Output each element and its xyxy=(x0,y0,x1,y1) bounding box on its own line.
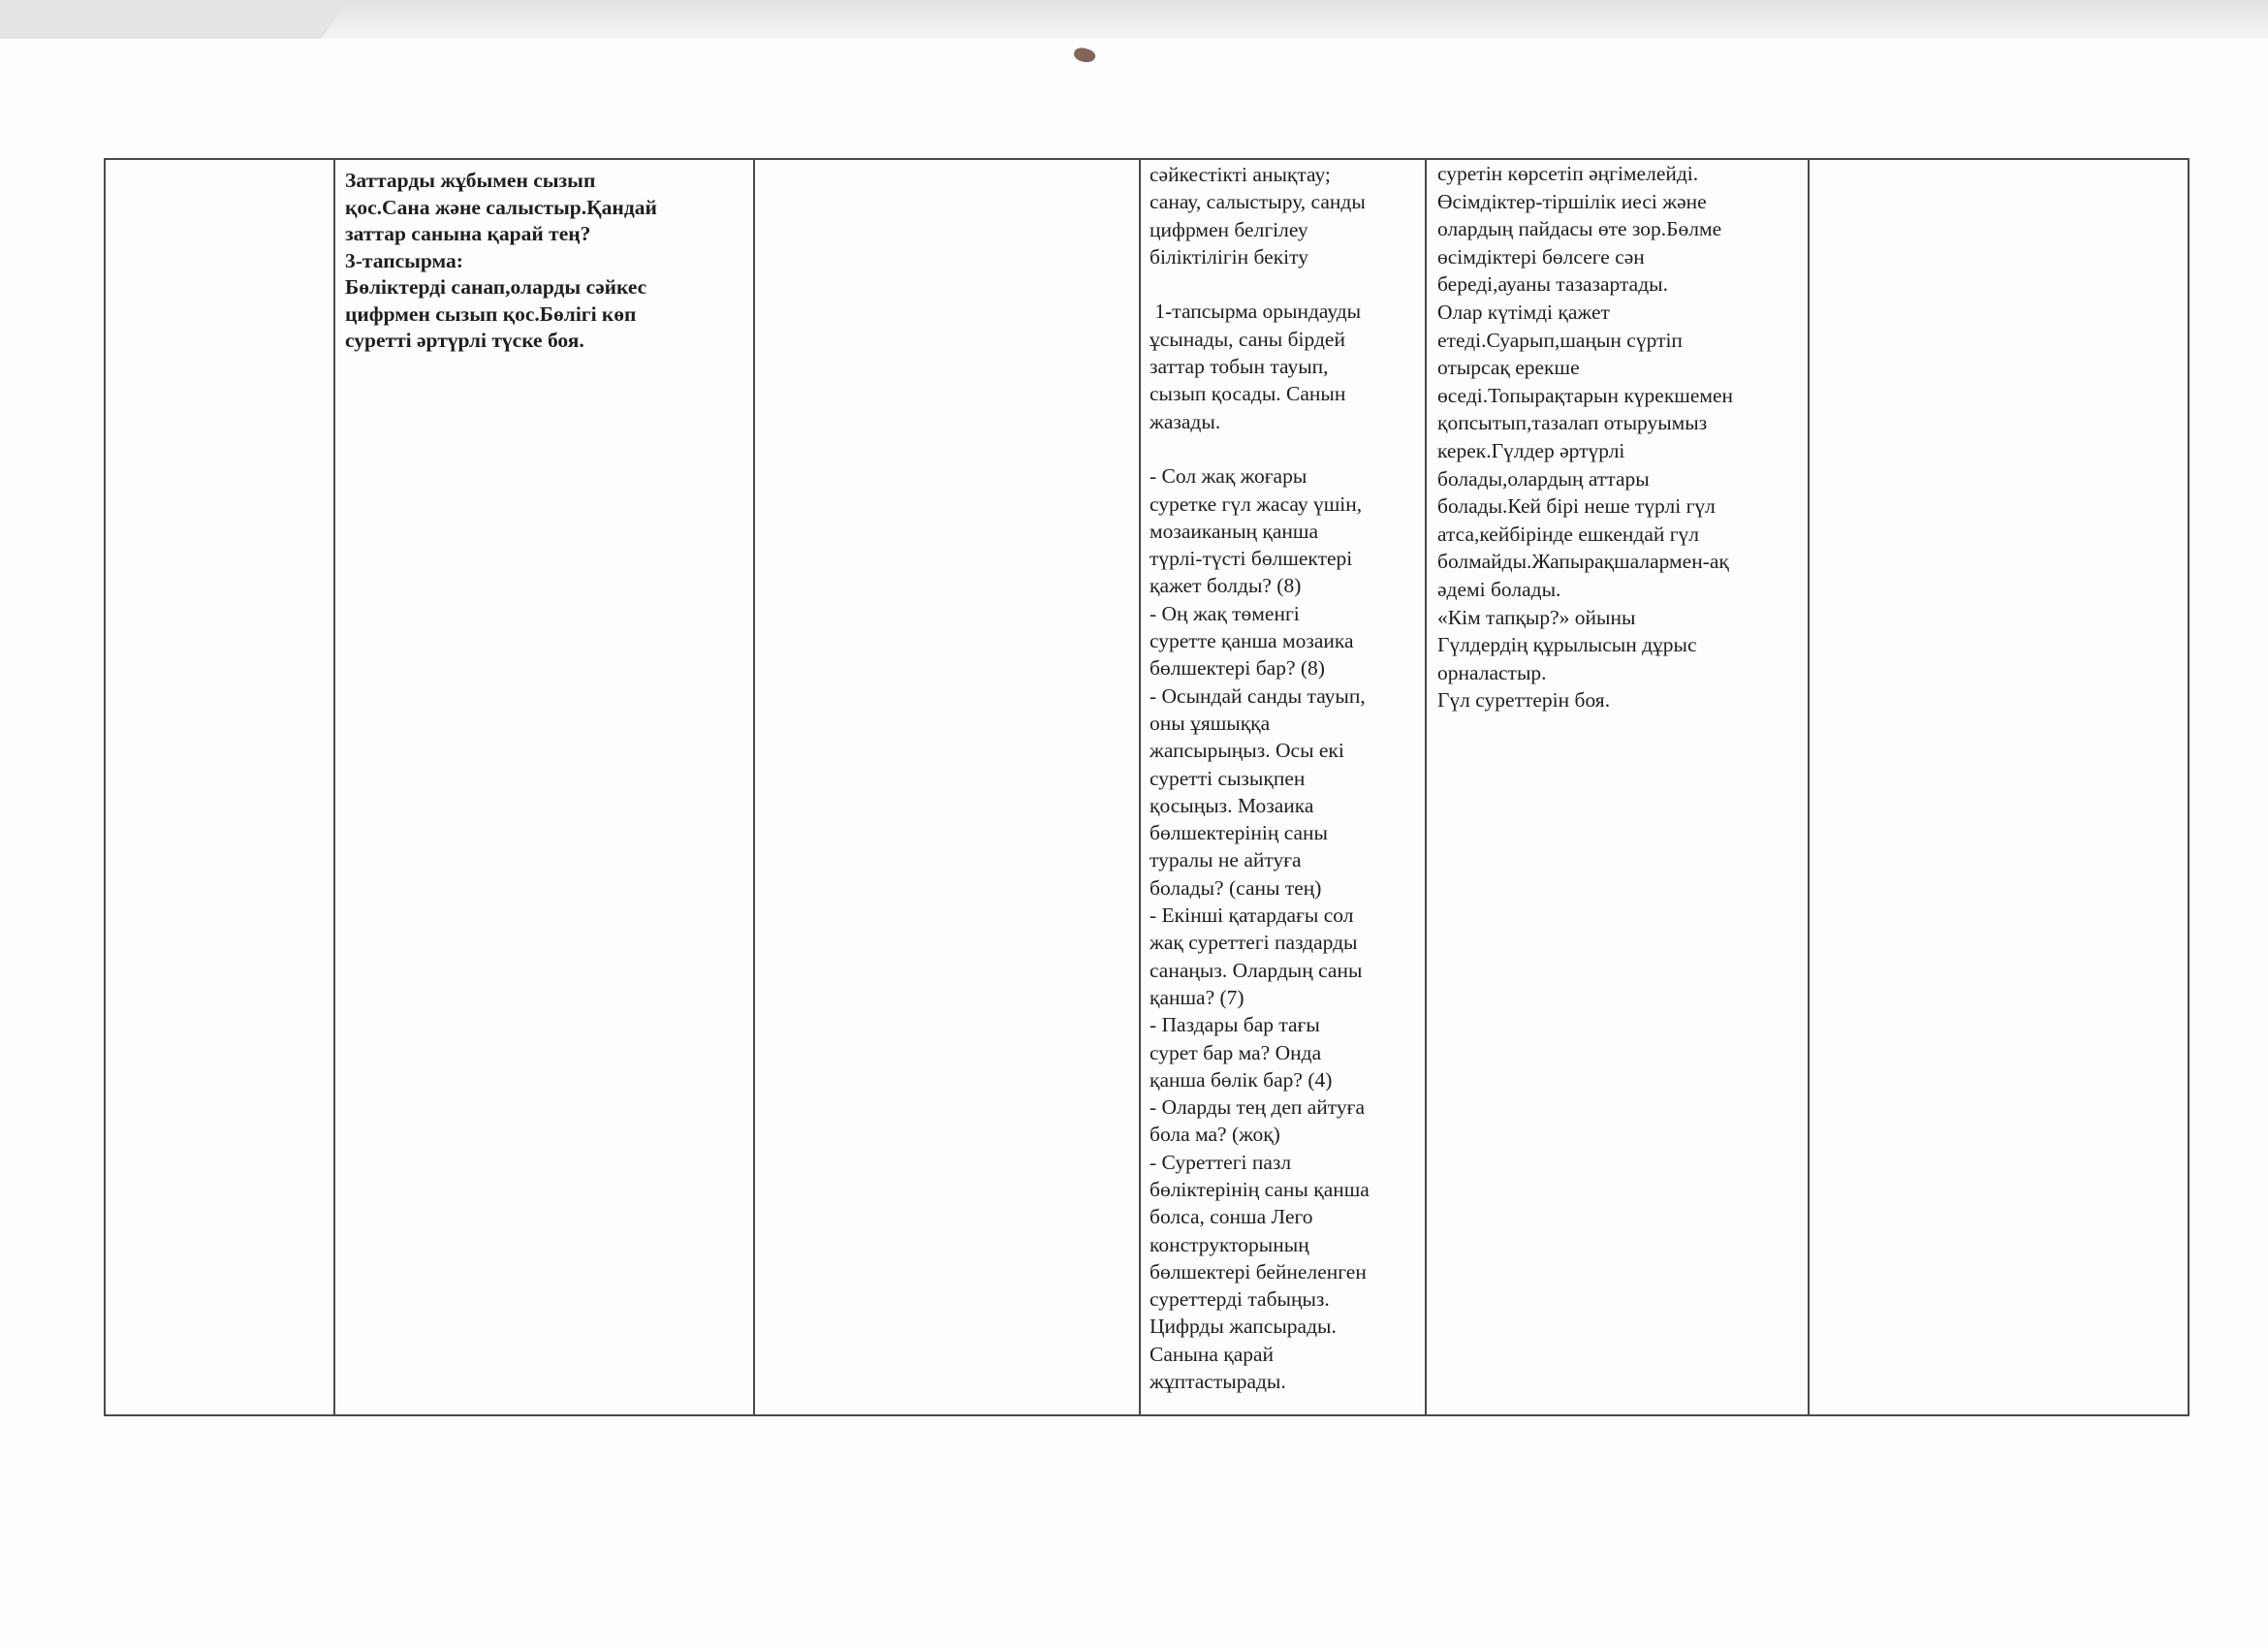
text-line: Олар күтімді қажет xyxy=(1437,300,1610,324)
text-line: өсімдіктері бөлсеге сән xyxy=(1437,244,1645,269)
text-line: суретте қанша мозаика xyxy=(1150,629,1354,653)
text-line: - Екінші қатардағы сол xyxy=(1150,903,1354,928)
text-line: орналастыр. xyxy=(1437,660,1547,684)
table-cell-col2 xyxy=(335,160,755,1414)
text-line: болады? (саны тең) xyxy=(1150,875,1322,900)
text-line: Өсімдіктер-тіршілік иесі және xyxy=(1437,189,1707,213)
text-line: Цифрды жапсырады. xyxy=(1150,1315,1337,1339)
text-line: жазады. xyxy=(1150,409,1221,433)
text-line: Гүл суреттерін боя. xyxy=(1437,688,1611,713)
text-line: сурет бар ма? Онда xyxy=(1150,1040,1322,1064)
text-line: сәйкестікті анықтау; xyxy=(1150,163,1331,186)
text-line: - Оң жақ төменгі xyxy=(1150,601,1300,625)
plants-discussion-text xyxy=(1427,160,1808,714)
text-line: ұсынады, саны бірдей xyxy=(1150,327,1345,351)
text-line: - Оларды тең деп айтуға xyxy=(1150,1095,1366,1120)
text-line: жақ суреттегі паздарды xyxy=(1150,931,1358,955)
text-line: атса,кейбірінде ешкендай гүл xyxy=(1437,522,1700,546)
table-cell-col4 xyxy=(1141,160,1427,1414)
text-line: конструкторының xyxy=(1150,1232,1309,1256)
table-cell-col3 xyxy=(755,160,1141,1414)
text-line: суретке гүл жасау үшін, xyxy=(1150,491,1363,516)
text-line: сызып қосады. Санын xyxy=(1150,382,1346,406)
text-line: қос.Сана және салыстыр.Қандай xyxy=(345,195,657,219)
task-instructions-text xyxy=(335,160,753,355)
text-line: Бөліктерді санап,оларды сәйкес xyxy=(345,275,647,299)
text-line: түрлі-түсті бөлшектері xyxy=(1150,547,1353,571)
text-line: заттар санына қарай тең? xyxy=(345,222,591,245)
text-line: «Кім тапқыр?» ойыны xyxy=(1437,605,1636,629)
lesson-plan-table xyxy=(104,158,2189,1416)
text-line: болмайды.Жапырақшалармен-ақ xyxy=(1437,550,1729,574)
text-line: олардың пайдасы өте зор.Бөлме xyxy=(1437,217,1722,241)
text-line: Гүлдердің құрылысын дұрыс xyxy=(1437,633,1697,657)
text-line: қанша? (7) xyxy=(1150,985,1244,1009)
text-line: болады.Кей бірі неше түрлі гүл xyxy=(1437,494,1716,519)
text-line: - Паздары бар тағы xyxy=(1150,1013,1320,1037)
text-line: - Суреттегі пазл xyxy=(1150,1150,1292,1174)
text-line: суретін көрсетіп әңгімелейді. xyxy=(1437,162,1699,185)
text-line: Заттарды жұбымен сызып xyxy=(345,169,596,192)
text-line: Санына қарай xyxy=(1150,1342,1275,1366)
text-line: болса, сонша Лего xyxy=(1150,1205,1313,1229)
text-line: 1-тапсырма орындауды xyxy=(1150,300,1362,324)
text-line: цифрмен белгілеу xyxy=(1150,217,1308,241)
text-line: қосыңыз. Мозаика xyxy=(1150,793,1314,817)
text-line: бөлшектері бар? (8) xyxy=(1150,656,1325,681)
text-line: мозаиканың қанша xyxy=(1150,519,1318,543)
text-line: қажет болды? (8) xyxy=(1150,574,1302,598)
text-line: отырсақ ерекше xyxy=(1437,356,1580,380)
text-line: - Осындай санды тауып, xyxy=(1150,683,1366,708)
text-line: санаңыз. Олардың саны xyxy=(1150,958,1363,982)
text-line: керек.Гүлдер әртүрлі xyxy=(1437,438,1625,462)
text-line: оны ұяшыққа xyxy=(1150,711,1271,735)
text-line: өседі.Топырақтарын күрекшемен xyxy=(1437,383,1734,407)
text-line: болады,олардың аттары xyxy=(1437,466,1650,491)
text-line: біліктілігін бекіту xyxy=(1150,244,1309,269)
text-line: жұптастырады. xyxy=(1150,1370,1286,1394)
text-line: қанша бөлік бар? (4) xyxy=(1150,1067,1333,1092)
text-line: етеді.Суарып,шаңын сүртіп xyxy=(1437,328,1683,352)
text-line: суретті әртүрлі түске боя. xyxy=(345,329,584,352)
text-line: суреттерді табыңыз. xyxy=(1150,1287,1330,1312)
text-line: - Сол жақ жоғары xyxy=(1150,464,1307,489)
table-cell-col1 xyxy=(106,160,335,1414)
text-line: бөліктерінің саны қанша xyxy=(1150,1177,1370,1201)
teacher-activity-text xyxy=(1141,160,1425,1395)
text-line: туралы не айтуға xyxy=(1150,848,1302,872)
text-line: санау, салыстыру, санды xyxy=(1150,190,1366,214)
text-line: жапсырыңыз. Осы екі xyxy=(1150,739,1344,763)
text-line: заттар тобын тауып, xyxy=(1150,355,1329,379)
text-line: суретті сызықпен xyxy=(1150,766,1306,790)
text-line: бөлшектерінің саны xyxy=(1150,821,1328,845)
text-line: береді,ауаны тазазартады. xyxy=(1437,272,1668,297)
text-line: бөлшектері бейнеленген xyxy=(1150,1259,1367,1284)
text-line: бола ма? (жоқ) xyxy=(1150,1123,1280,1147)
text-line: цифрмен сызып қос.Бөлігі көп xyxy=(345,301,637,326)
table-cell-col5 xyxy=(1427,160,1810,1414)
text-line: қопсытып,тазалап отыруымыз xyxy=(1437,411,1708,435)
text-line: 3-тапсырма: xyxy=(345,248,463,272)
text-line: әдемі болады. xyxy=(1437,577,1561,601)
table-cell-col6 xyxy=(1810,160,2191,1414)
